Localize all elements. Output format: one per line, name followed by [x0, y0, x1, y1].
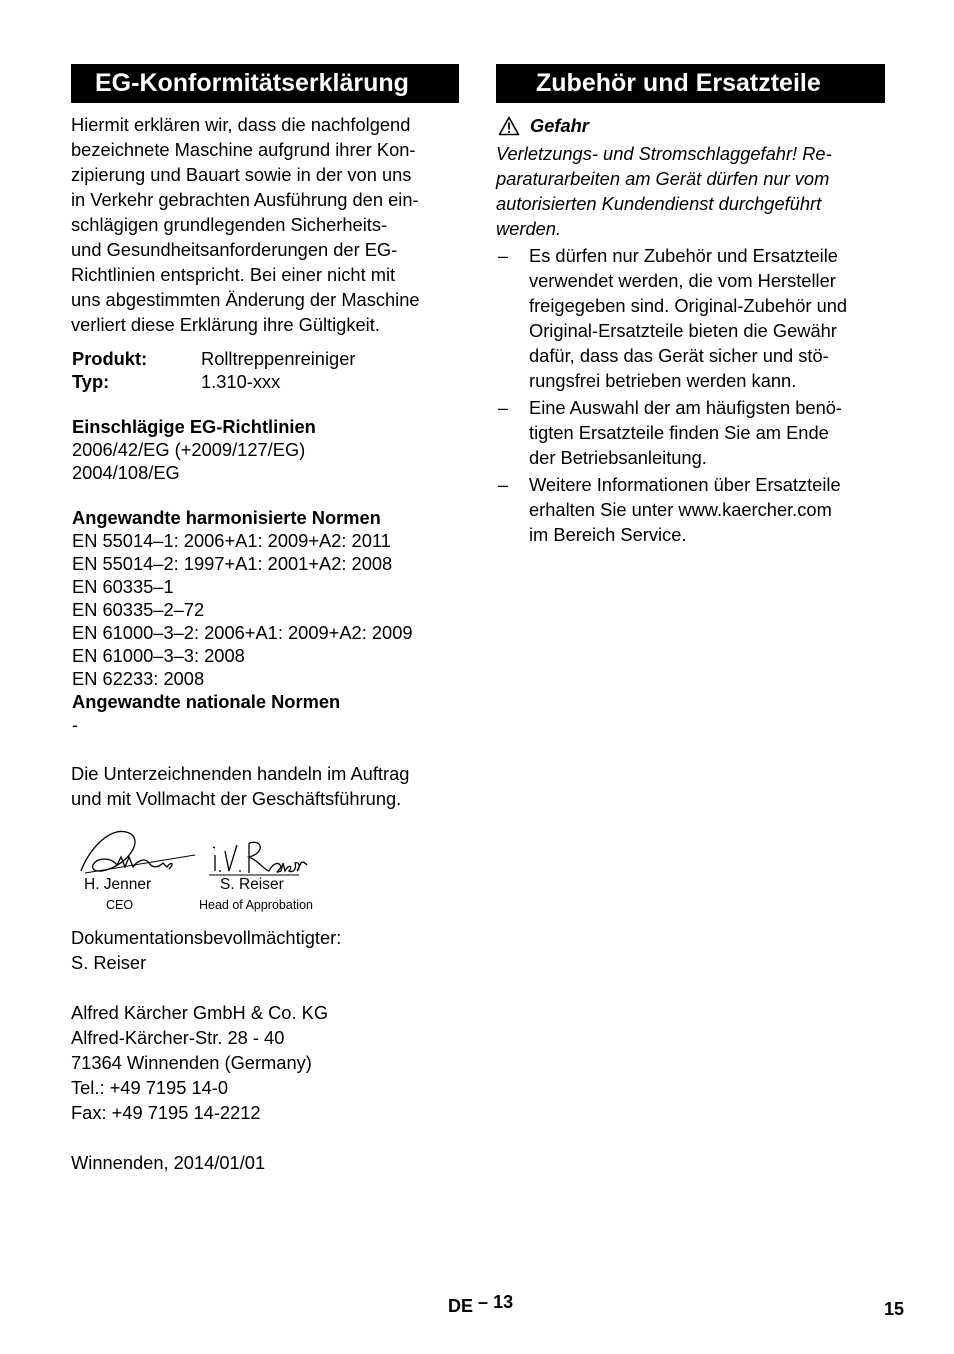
norm-item: EN 60335–2–72: [72, 599, 205, 620]
product-row: [71, 347, 459, 370]
warning-text: [496, 141, 885, 241]
national-norms-block: [71, 690, 459, 736]
norm-item: EN 55014–1: 2006+A1: 2009+A2: 2011: [72, 530, 391, 551]
intro-line: schlägigen grundlegenden Sicherheits-: [71, 214, 388, 235]
type-value: 1.310-xxx: [201, 371, 281, 392]
norm-item: EN 61000–3–2: 2006+A1: 2009+A2: 2009: [72, 622, 413, 643]
directive-item: 2004/108/EG: [72, 462, 180, 483]
norms-block: [71, 506, 459, 690]
address-line: 71364 Winnenden (Germany): [71, 1052, 312, 1073]
doc-rep-line: S. Reiser: [71, 952, 147, 973]
list-item-line: im Bereich Service.: [529, 524, 687, 545]
intro-line: uns abgestimmten Änderung der Maschine: [71, 289, 420, 310]
list-item-line: Es dürfen nur Zubehör und Ersatzteile: [529, 245, 838, 266]
list-item-line: Original-Ersatzteile bieten die Gewähr: [529, 320, 837, 341]
signer2-name: S. Reiser: [220, 876, 284, 893]
warning-line: autorisierten Kundendienst durchgeführt: [496, 193, 822, 214]
product-value: Rolltreppenreiniger: [201, 348, 356, 369]
directives-heading: Einschlägige EG-Richtlinien: [72, 416, 316, 437]
intro-line: verliert diese Erklärung ihre Gültigkeit.: [71, 314, 380, 335]
company-address: [71, 1000, 459, 1125]
intro-paragraph: [71, 112, 459, 337]
intro-line: Hiermit erklären wir, dass die nachfolgend: [71, 114, 411, 135]
left-column: [71, 64, 459, 1175]
intro-line: und Gesundheitsanforderungen der EG-: [71, 239, 398, 260]
address-line: Fax: +49 7195 14-2212: [71, 1102, 261, 1123]
product-label: Produkt:: [72, 348, 148, 369]
intro-line: bezeichnete Maschine aufgrund ihrer Kon-: [71, 139, 416, 160]
conformity-heading: EG-Konformitätserklärung: [71, 64, 459, 103]
product-table: [71, 347, 459, 393]
signer1-name: H. Jenner: [84, 876, 152, 893]
page-dash: –: [478, 1292, 489, 1312]
dash-bullet: –: [498, 474, 509, 495]
section-page-number: 13: [493, 1292, 514, 1312]
list-item-line: freigegeben sind. Original-Zubehör und: [529, 295, 848, 316]
norms-heading: Angewandte harmonisierte Normen: [72, 507, 381, 528]
norm-item: EN 62233: 2008: [72, 668, 205, 689]
doc-representative: [71, 925, 459, 975]
type-row: [71, 370, 459, 393]
directive-item: 2006/42/EG (+2009/127/EG): [72, 439, 306, 460]
language-code: DE: [448, 1296, 474, 1316]
section-page-marker: [448, 1292, 514, 1317]
norm-item: EN 55014–2: 1997+A1: 2001+A2: 2008: [72, 553, 393, 574]
list-item-line: rungsfrei betrieben werden kann.: [529, 370, 797, 391]
list-item: [496, 395, 885, 470]
warning-line: paraturarbeiten am Gerät dürfen nur vom: [496, 168, 830, 189]
intro-line: Richtlinien entspricht. Bei einer nicht mit: [71, 264, 396, 285]
page-number: 15: [884, 1299, 905, 1319]
national-norms-value: -: [72, 714, 79, 735]
intro-line: in Verkehr gebrachten Ausführung den ein-: [71, 189, 419, 210]
list-item-line: Eine Auswahl der am häufigsten benö-: [529, 397, 843, 418]
authority-line: Die Unterzeichnenden handeln im Auftrag: [71, 763, 410, 784]
address-line: Alfred-Kärcher-Str. 28 - 40: [71, 1027, 285, 1048]
dash-bullet: –: [498, 245, 509, 266]
intro-line: zipierung und Bauart sowie in der von uns: [71, 164, 412, 185]
list-item-line: tigten Ersatzteile finden Sie am Ende: [529, 422, 829, 443]
directives-block: [71, 415, 459, 484]
address-line: Alfred Kärcher GmbH & Co. KG: [71, 1002, 329, 1023]
place-date: Winnenden, 2014/01/01: [71, 1152, 266, 1173]
norm-item: EN 60335–1: [72, 576, 174, 597]
norm-item: EN 61000–3–3: 2008: [72, 645, 245, 666]
authority-paragraph: [71, 761, 459, 811]
list-item-line: der Betriebsanleitung.: [529, 447, 707, 468]
warning-label: Gefahr: [530, 115, 589, 136]
list-item-line: erhalten Sie unter www.kaercher.com: [529, 499, 832, 520]
authority-line: und mit Vollmacht der Geschäftsführung.: [71, 788, 402, 809]
danger-warning: [496, 113, 885, 138]
signer2-role: Head of Approbation: [199, 898, 313, 912]
list-item-line: dafür, dass das Gerät sicher und stö-: [529, 345, 829, 366]
signature-area: [71, 827, 459, 925]
list-item-line: Weitere Informationen über Ersatzteile: [529, 474, 841, 495]
national-norms-heading: Angewandte nationale Normen: [72, 691, 341, 712]
warning-triangle-icon: [498, 116, 520, 136]
dash-bullet: –: [498, 397, 509, 418]
address-line: Tel.: +49 7195 14-0: [71, 1077, 229, 1098]
signer1-role: CEO: [106, 898, 134, 912]
list-item-line: verwendet werden, die vom Hersteller: [529, 270, 836, 291]
warning-line: Verletzungs- und Stromschlaggefahr! Re-: [496, 143, 832, 164]
accessories-heading: Zubehör und Ersatzteile: [496, 64, 885, 103]
list-item: [496, 243, 885, 393]
type-label: Typ:: [72, 371, 110, 392]
accessories-list: [496, 243, 885, 547]
right-column: [496, 64, 885, 547]
list-item: [496, 472, 885, 547]
warning-line: werden.: [496, 218, 562, 239]
doc-rep-line: Dokumentationsbevollmächtigter:: [71, 927, 342, 948]
